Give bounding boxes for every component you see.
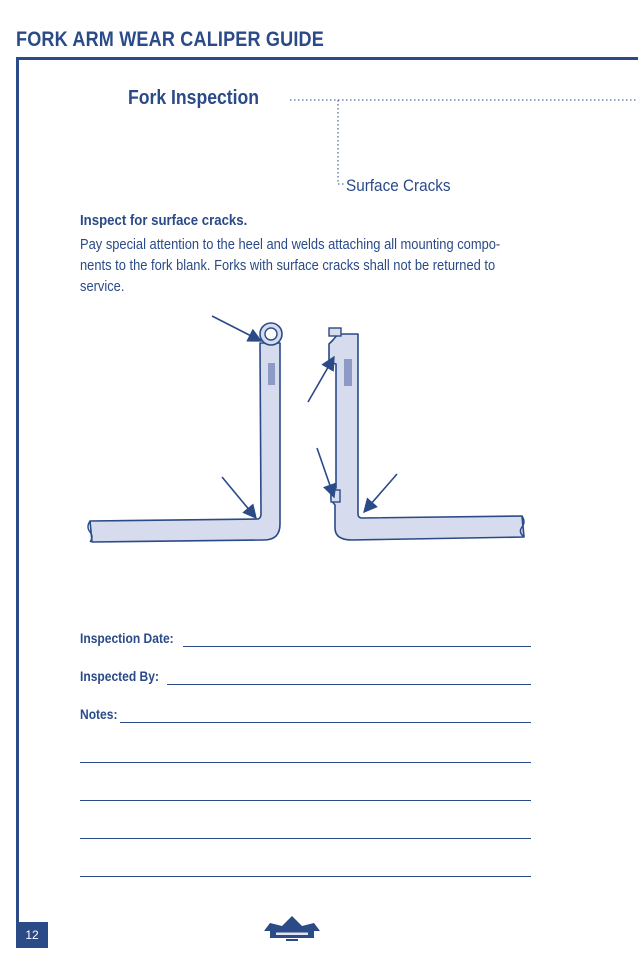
notes-line[interactable] [80,800,531,801]
notes-line[interactable] [120,722,531,723]
inspected-by-label: Inspected By: [80,668,159,684]
intro-line: service. [80,278,125,295]
document-title: FORK ARM WEAR CALIPER GUIDE [16,28,324,51]
notes-field[interactable] [80,704,531,724]
arrow-eye [212,316,261,341]
fork-crack-diagram [80,308,540,558]
left-fork-label-plate [268,363,275,385]
left-fork [88,323,282,542]
inspection-arrows [212,316,397,518]
intro-heading: Inspect for surface cracks. [80,212,248,229]
arrow-right-heel [364,474,397,512]
notes-line[interactable] [80,838,531,839]
notes-line[interactable] [80,762,531,763]
inspected-by-line[interactable] [167,684,531,685]
inspection-date-label: Inspection Date: [80,630,174,646]
inspected-by-field[interactable] [80,666,531,686]
section-title: Fork Inspection [128,87,260,109]
page-number: 12 [16,922,48,948]
cascade-logo [262,913,322,943]
intro-line: nents to the fork blank. Forks with surface cracks shall not be returned to [80,257,496,274]
arrow-lower-hook [317,448,334,497]
right-fork-blank [329,334,524,540]
upper-hook [329,328,341,336]
notes-label: Notes: [80,706,118,722]
right-fork [329,328,524,540]
arrow-left-heel [222,477,256,518]
inspection-date-line[interactable] [183,646,531,647]
subsection-label: Surface Cracks [346,176,451,195]
inspection-date-field[interactable] [80,628,531,648]
arrow-upper-hook [308,357,334,402]
intro-body [80,234,532,297]
notes-line[interactable] [80,876,531,877]
dotted-leader-lines [0,0,638,200]
right-fork-label-plate [344,359,352,386]
intro-line: Pay special attention to the heel and welds attaching all mounting compo- [80,236,501,253]
